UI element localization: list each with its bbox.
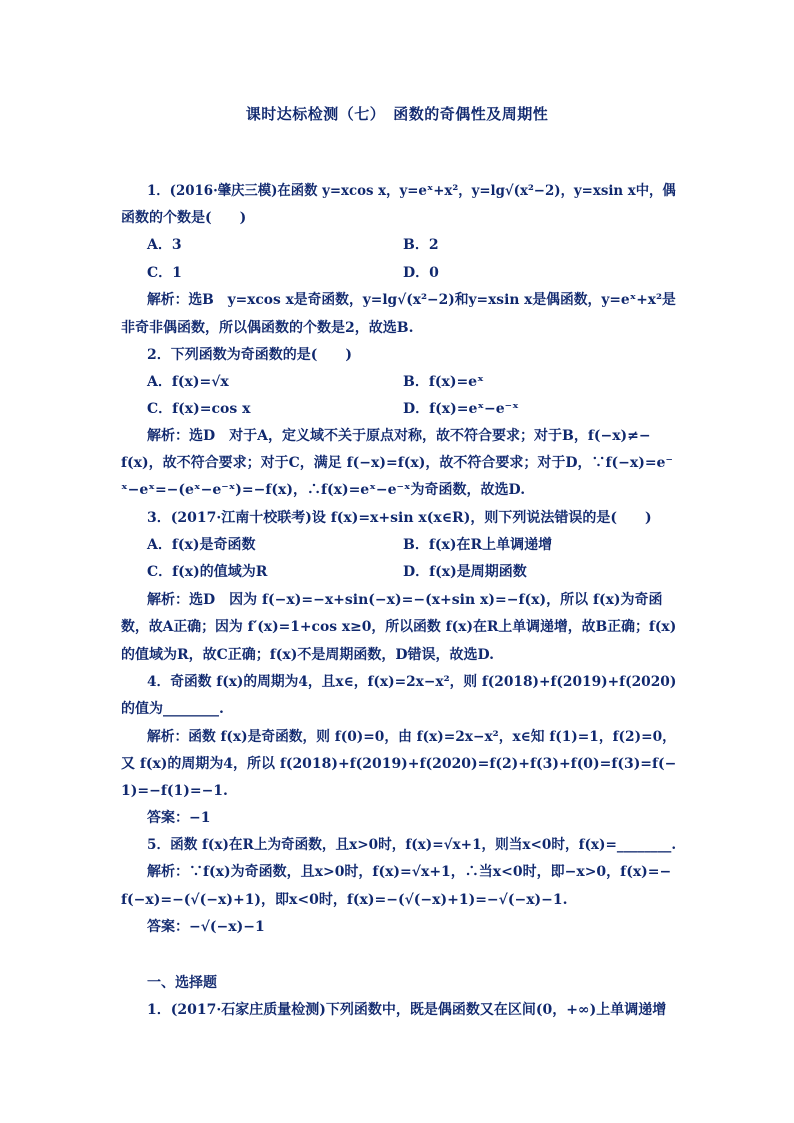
q2-solution-line1: 解析：选D 对于A，定义域不关于原点对称，故不符合要求；对于B，f(−x)≠− xyxy=(147,428,651,444)
q4-solution-line1: 解析：函数 f(x)是奇函数，则 f(0)=0，由 f(x)=2x−x²，x∈知 f(1)=1，f(2)=0， xyxy=(147,729,676,745)
q4-solution-line2: 又 f(x)的周期为4，所以 f(2018)+f(2019)+f(2020)=f(2)+f(3)+f(0)=f(3)=f(− xyxy=(121,756,677,772)
q3-option-d: D．f(x)是周期函数 xyxy=(403,564,527,580)
q3-option-b: B．f(x)在R上单调递增 xyxy=(403,537,553,553)
q4-stem-line2: 的值为________. xyxy=(121,701,224,717)
q2-solution-line3: ˣ−eˣ=−(eˣ−e⁻ˣ)=−f(x)，∴f(x)=eˣ−e⁻ˣ为奇函数，故选D. xyxy=(121,482,526,498)
q5-answer: 答案：−√(−x)−1 xyxy=(147,919,265,935)
q5-solution-line2: f(−x)=−(√(−x)+1)，即x<0时，f(x)=−(√(−x)+1)=−√(−x)−1. xyxy=(121,892,568,908)
q4-stem-line1: 4．奇函数 f(x)的周期为4，且x∈，f(x)=2x−x²，则 f(2018)+f(2019)+f(2020) xyxy=(147,674,677,690)
q1-stem-line2: 函数的个数是( ) xyxy=(121,210,247,226)
exercise-1-stem: 1．(2017·石家庄质量检测)下列函数中，既是偶函数又在区间(0，+∞)上单调递增 xyxy=(147,1002,667,1018)
q1-solution-line1: 解析：选B y=xcos x是奇函数，y=lg√(x²−2)和y=xsin x是偶函数，y=eˣ+x²是 xyxy=(147,292,676,308)
q1-option-a: A．3 xyxy=(147,237,182,253)
q2-option-c: C．f(x)=cos x xyxy=(147,401,251,417)
q3-option-a: A．f(x)是奇函数 xyxy=(147,537,256,553)
q2-option-a: A．f(x)=√x xyxy=(147,374,229,390)
q1-stem-line1: 1．(2016·肇庆三模)在函数 y=xcos x，y=eˣ+x²，y=lg√(x²−2)，y=xsin x中，偶 xyxy=(147,183,676,199)
q3-solution-line2: 数，故A正确；因为 f′(x)=1+cos x≥0，所以函数 f(x)在R上单调递增，故B正确；f(x) xyxy=(121,619,677,635)
q5-stem: 5．函数 f(x)在R上为奇函数，且x>0时，f(x)=√x+1，则当x<0时，f(x)=________. xyxy=(147,837,677,853)
q4-solution-line3: 1)=−f(1)=−1. xyxy=(121,783,228,799)
q3-stem: 3．(2017·江南十校联考)设 f(x)=x+sin x(x∈R)，则下列说法错误的是( ) xyxy=(147,510,652,526)
q1-solution-line2: 非奇非偶函数，所以偶函数的个数是2，故选B. xyxy=(121,320,414,336)
q2-solution-line2: f(x)，故不符合要求；对于C，满足 f(−x)=f(x)，故不符合要求；对于D，∵f(−x)=e⁻ xyxy=(121,455,673,471)
q5-solution-line1: 解析：∵f(x)为奇函数，且x>0时，f(x)=√x+1，∴当x<0时，即−x>0，f(x)=− xyxy=(147,864,672,880)
q1-option-c: C．1 xyxy=(147,265,182,281)
section-heading: 一、选择题 xyxy=(147,975,217,991)
q2-stem: 2．下列函数为奇函数的是( ) xyxy=(147,347,352,363)
q3-solution-line3: 的值域为R，故C正确；f(x)不是周期函数，D错误，故选D. xyxy=(121,647,495,663)
page-title: 课时达标检测（七） 函数的奇偶性及周期性 xyxy=(245,105,549,123)
q3-solution-line1: 解析：选D 因为 f(−x)=−x+sin(−x)=−(x+sin x)=−f(x)，所以 f(x)为奇函 xyxy=(147,592,663,608)
q3-option-c: C．f(x)的值域为R xyxy=(147,564,268,580)
q1-option-b: B．2 xyxy=(403,237,439,253)
q2-option-b: B．f(x)=eˣ xyxy=(403,374,484,390)
q1-option-d: D．0 xyxy=(403,265,439,281)
q2-option-d: D．f(x)=eˣ−e⁻ˣ xyxy=(403,401,519,417)
q4-answer: 答案：−1 xyxy=(147,810,211,826)
